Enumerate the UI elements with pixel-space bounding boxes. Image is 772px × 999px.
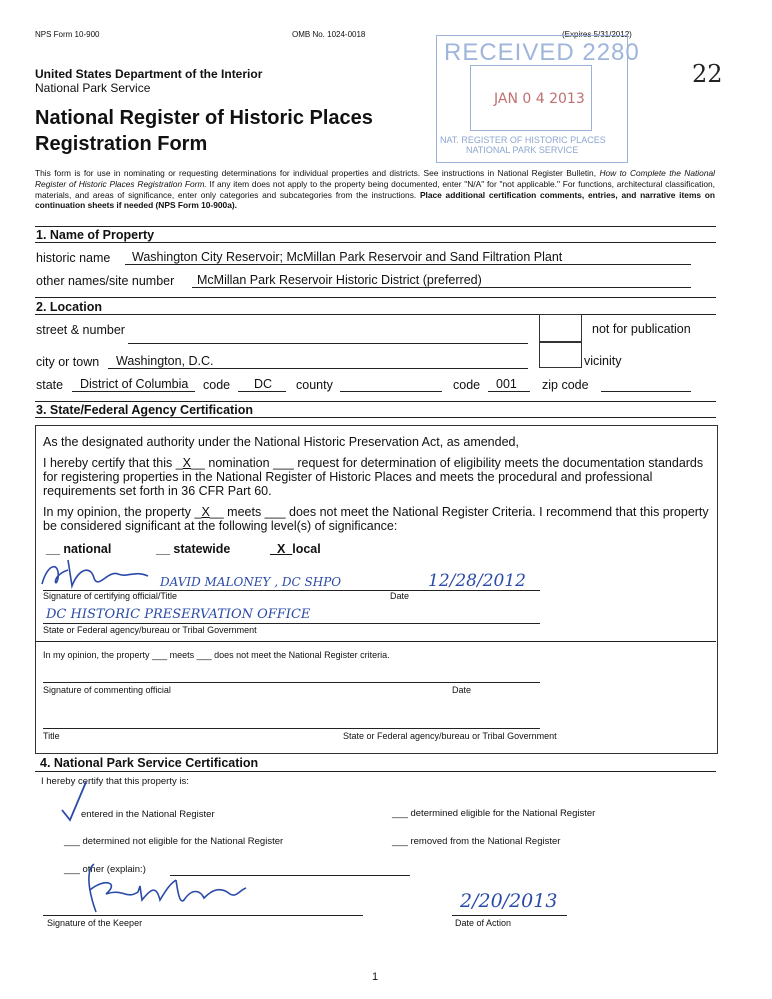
option-determined-eligible[interactable]: ___ determined eligible for the National Register <box>392 808 596 819</box>
county-label: county <box>296 378 333 392</box>
certifying-date: 12/28/2012 <box>428 571 526 591</box>
expiration-date: (Expires 5/31/2012) <box>562 30 632 39</box>
not-for-publication-checkbox[interactable] <box>539 314 582 343</box>
signature-label: Signature of certifying official/Title <box>43 591 178 601</box>
stamp-line-2: NATIONAL PARK SERVICE <box>466 145 579 155</box>
section-4-heading: 4. National Park Service Certification <box>40 756 259 770</box>
form-subtitle: Registration Form <box>35 133 208 155</box>
keeper-signature <box>80 860 250 922</box>
option-other[interactable]: ___ other (explain:) <box>64 864 146 875</box>
commenting-signature-label: Signature of commenting official <box>43 685 171 695</box>
certify-line-1: I hereby certify that this _X__ nomination ___ request for determination of eligibility meets the documentation standards <box>43 456 704 470</box>
option-not-eligible[interactable]: ___ determined not eligible for the National Register <box>64 836 284 847</box>
section-2-heading: 2. Location <box>36 300 102 314</box>
date-of-action-value: 2/20/2013 <box>460 890 558 912</box>
date-label: Date <box>390 591 410 601</box>
opinion-line-2: be considered significant at the following level(s) of significance: <box>43 519 398 533</box>
comment-opinion: In my opinion, the property ___ meets ___ does not meet the National Register criteria. <box>43 650 390 660</box>
page-number: 1 <box>372 971 379 983</box>
state-label: state <box>36 378 64 392</box>
vicinity-checkbox[interactable] <box>539 341 582 368</box>
agency-label-2: State or Federal agency/bureau or Tribal Government <box>343 731 557 741</box>
county-code-field[interactable]: 001 <box>496 377 517 391</box>
certify-line-3: requirements set forth in 36 CFR Part 60. <box>43 484 272 498</box>
state-field[interactable]: District of Columbia <box>80 377 189 391</box>
department: United States Department of the Interior <box>35 67 263 81</box>
instructions: This form is for use in nominating or requesting determinations for individual properties and districts. See instructions in National Register Bulletin, How to Complete the National Register of Historic Places Registration Form. If any item does not apply to the property being documented, enter "N/A" for "not applicable." For functions, architectural classification, materials, and areas of significance, enter only categories and subcategories from the instructions. Place additional certification comments, entries, and narrative items on continuation sheets if needed (NPS Form 10-900a). <box>35 168 715 211</box>
keeper-signature-label: Signature of the Keeper <box>47 918 143 928</box>
street-label: street & number <box>36 323 125 337</box>
omb-number: OMB No. 1024-0018 <box>292 30 366 39</box>
agency-service: National Park Service <box>35 81 151 95</box>
certifying-official-name: DAVID MALONEY , DC SHPO <box>160 575 342 589</box>
agency-value: DC HISTORIC PRESERVATION OFFICE <box>46 607 311 622</box>
city-label: city or town <box>36 355 100 369</box>
received-stamp <box>436 35 640 165</box>
level-local[interactable]: _X_local <box>270 542 321 556</box>
certify-line-2: for registering properties in the National Register of Historic Places and meets the procedural and professional <box>43 470 653 484</box>
date-of-action-label: Date of Action <box>455 918 512 928</box>
opinion-line-1: In my opinion, the property _X__ meets ___ does not meet the National Register Criteria. I recommend that this property <box>43 505 709 519</box>
zip-field[interactable] <box>601 391 691 392</box>
title-label: Title <box>43 731 60 741</box>
option-entered[interactable]: entered in the National Register <box>81 809 215 820</box>
code-label: code <box>203 378 231 392</box>
street-field[interactable] <box>128 343 528 344</box>
vicinity-label: vicinity <box>584 354 622 368</box>
not-for-publication-label: not for publication <box>592 322 691 336</box>
agency-label: State or Federal agency/bureau or Tribal Government <box>43 625 257 635</box>
section-1-heading: 1. Name of Property <box>36 228 155 242</box>
state-code-field[interactable]: DC <box>254 377 273 391</box>
zip-label: zip code <box>542 378 589 392</box>
commenting-date-label: Date <box>452 685 472 695</box>
other-names-field[interactable]: McMillan Park Reservoir Historic District (preferred) <box>197 273 482 287</box>
historic-name-label: historic name <box>36 251 111 265</box>
stamp-received: RECEIVED 2280 <box>444 39 640 66</box>
authority-text: As the designated authority under the National Historic Preservation Act, as amended, <box>43 435 519 449</box>
option-removed[interactable]: ___ removed from the National Register <box>392 836 561 847</box>
historic-name-field[interactable]: Washington City Reservoir; McMillan Park Reservoir and Sand Filtration Plant <box>132 250 563 264</box>
form-title: National Register of Historic Places <box>35 107 373 129</box>
form-number: NPS Form 10-900 <box>35 30 100 39</box>
county-field[interactable] <box>340 391 442 392</box>
stamp-line-1: NAT. REGISTER OF HISTORIC PLACES <box>440 135 606 145</box>
stamp-date: JAN 0 4 2013 <box>494 91 585 107</box>
other-names-label: other names/site number <box>36 274 175 288</box>
keeper-intro: I hereby certify that this property is: <box>41 776 189 787</box>
level-national[interactable]: __ national <box>46 542 112 556</box>
city-field[interactable]: Washington, D.C. <box>116 354 214 368</box>
section-3-heading: 3. State/Federal Agency Certification <box>36 403 253 417</box>
handwritten-number: 22 <box>692 60 723 88</box>
level-statewide[interactable]: __ statewide <box>156 542 231 556</box>
county-code-label: code <box>453 378 481 392</box>
